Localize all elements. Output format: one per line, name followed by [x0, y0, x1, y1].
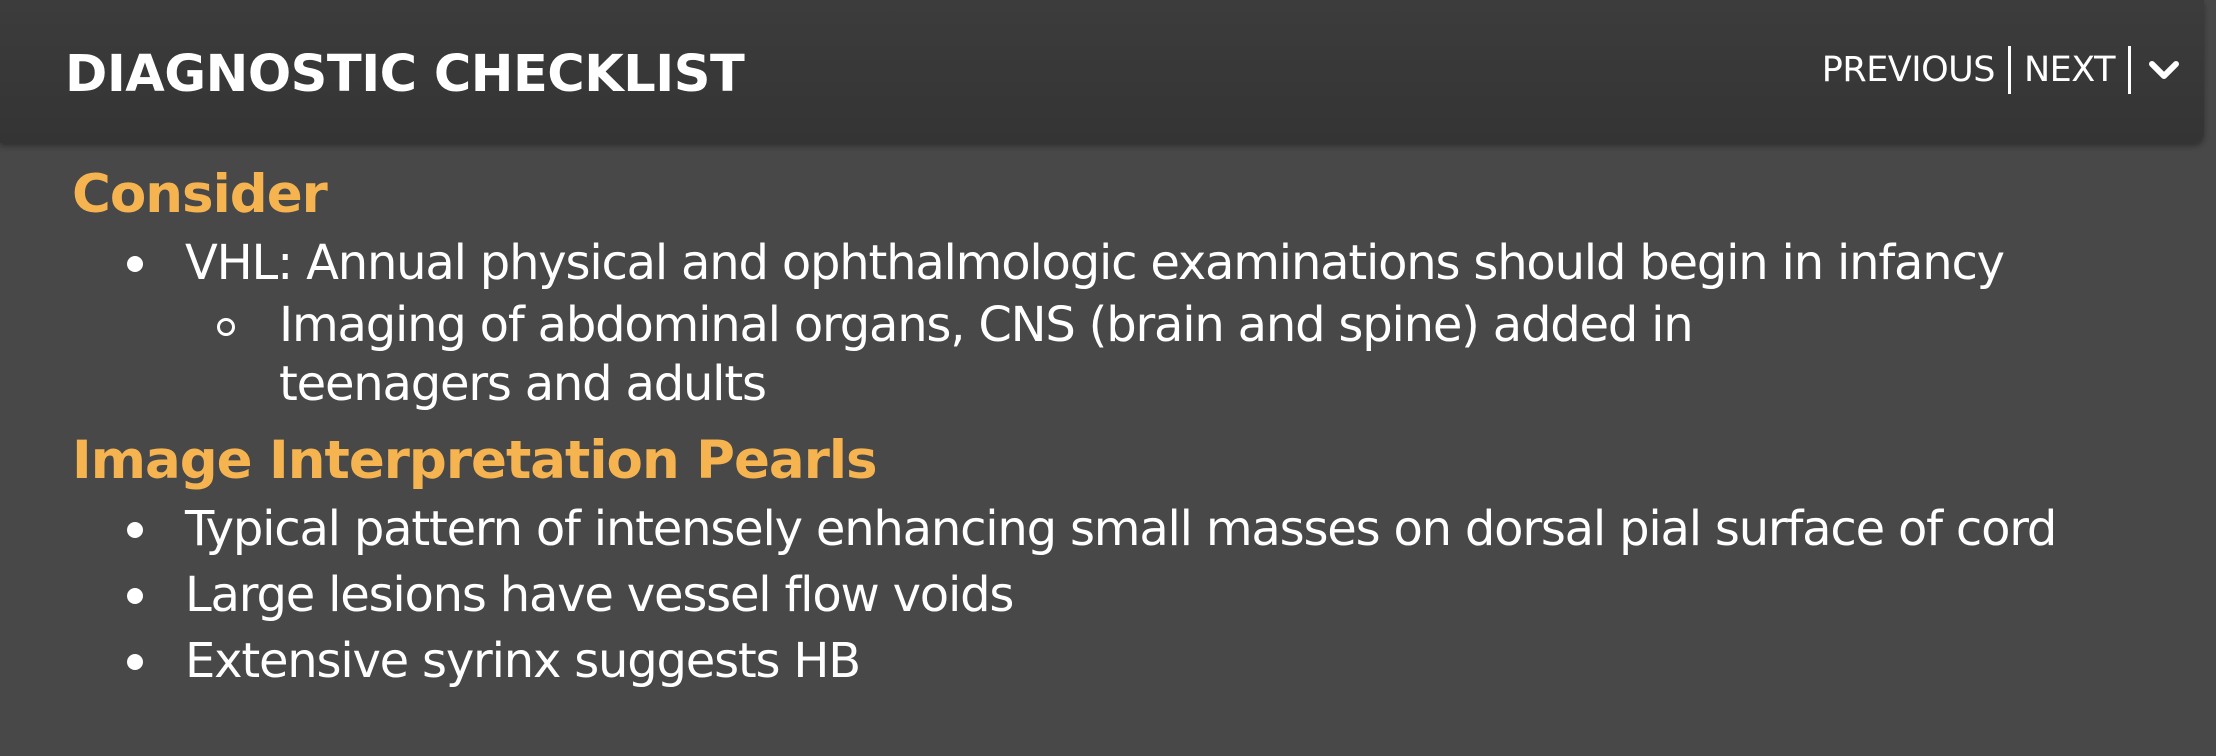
bullet-dot [127, 654, 143, 670]
list-item [72, 628, 2192, 694]
bullet-list [72, 496, 2192, 694]
sub-list-item [72, 296, 1922, 414]
list-item [72, 496, 2192, 562]
nav-divider [2008, 46, 2011, 94]
bullet-dot [127, 522, 143, 538]
checklist-content [72, 160, 2192, 694]
section-image-interpretation-pearls [72, 426, 2192, 694]
section-title: Consider [72, 164, 327, 225]
sub-bullet-circle [217, 318, 235, 336]
nav-divider [2128, 46, 2131, 94]
list-item-text: Large lesions have vessel flow voids [185, 567, 1014, 623]
page-title: DIAGNOSTIC CHECKLIST [65, 45, 745, 104]
section-consider [72, 160, 2192, 414]
section-nav [1822, 45, 2184, 95]
sub-list-item-text: Imaging of abdominal organs, CNS (brain and spine) added in teenagers and adults [279, 297, 1693, 412]
checklist-header [0, 0, 2204, 143]
section-title: Image Interpretation Pearls [72, 430, 877, 491]
list-item [72, 562, 2192, 628]
chevron-down-icon[interactable] [2144, 50, 2184, 90]
list-item-text: Extensive syrinx suggests HB [185, 633, 861, 689]
list-item-text: Typical pattern of intensely enhancing small masses on dorsal pial surface of cord [185, 501, 2057, 557]
bullet-list [72, 230, 2192, 296]
previous-link[interactable]: PREVIOUS [1821, 50, 1995, 90]
bullet-dot [127, 588, 143, 604]
bullet-dot [127, 256, 143, 272]
next-link[interactable]: NEXT [2023, 50, 2115, 90]
list-item [72, 230, 2192, 296]
sub-bullet-list [72, 296, 2192, 414]
list-item-text: VHL: Annual physical and ophthalmologic examinations should begin in infancy [185, 235, 2004, 291]
